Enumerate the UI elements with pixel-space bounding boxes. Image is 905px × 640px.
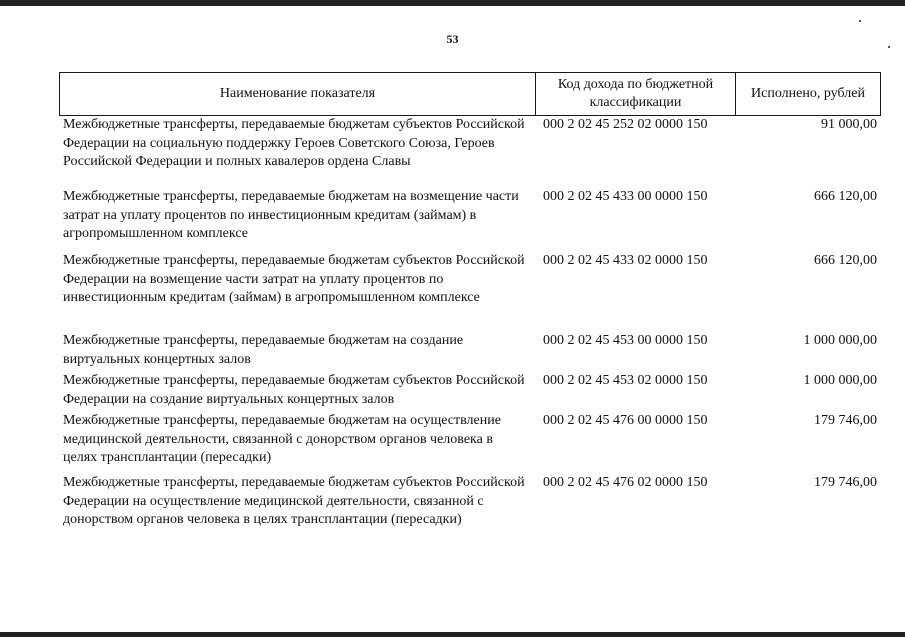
header-code: Код дохода по бюджетной классификации — [536, 73, 736, 115]
row-amount: 179 746,00 — [814, 413, 877, 428]
row-amount: 1 000 000,00 — [803, 333, 877, 348]
table-row — [59, 252, 881, 332]
table-row — [59, 412, 881, 474]
table-row — [59, 188, 881, 252]
row-amount: 666 120,00 — [814, 189, 877, 204]
row-name: Межбюджетные трансферты, передаваемые бюджетам субъектов Российской Федерации на осуществление медицинской деятельности, связанной с донорством органов человека в целях трансплантации (пересадки) — [63, 475, 525, 527]
row-name: Межбюджетные трансферты, передаваемые бюджетам субъектов Российской Федерации на создание виртуальных концертных залов — [63, 373, 525, 407]
header-name: Наименование показателя — [60, 73, 536, 115]
row-name: Межбюджетные трансферты, передаваемые бюджетам на создание виртуальных концертных залов — [63, 333, 464, 367]
row-code: 000 2 02 45 433 00 0000 150 — [543, 189, 708, 204]
row-code: 000 2 02 45 252 02 0000 150 — [543, 117, 708, 132]
row-amount: 666 120,00 — [814, 253, 877, 268]
row-amount: 1 000 000,00 — [803, 373, 877, 388]
row-code: 000 2 02 45 476 02 0000 150 — [543, 475, 708, 490]
row-code: 000 2 02 45 433 02 0000 150 — [543, 253, 708, 268]
row-name: Межбюджетные трансферты, передаваемые бюджетам субъектов Российской Федерации на возмещение части затрат на уплату процентов по инвестиционным кредитам (займам) в агропромышленном комплексе — [63, 253, 525, 305]
row-code: 000 2 02 45 476 00 0000 150 — [543, 413, 708, 428]
row-code: 000 2 02 45 453 02 0000 150 — [543, 373, 708, 388]
table-header — [59, 72, 881, 116]
table-row — [59, 474, 881, 552]
page-number: 53 — [446, 32, 459, 46]
header-amount: Исполнено, рублей — [751, 86, 865, 101]
table-row — [59, 116, 881, 188]
bottom-border — [0, 632, 905, 637]
row-name: Межбюджетные трансферты, передаваемые бюджетам на осуществление медицинской деятельности, связанной с донорством органов человека в целях трансплантации (пересадки) — [63, 413, 501, 465]
table-row — [59, 332, 881, 372]
table-row — [59, 372, 881, 412]
top-border — [0, 0, 905, 6]
scan-speck — [859, 20, 861, 22]
row-name: Межбюджетные трансферты, передаваемые бюджетам субъектов Российской Федерации на социальную поддержку Героев Советского Союза, Героев Российской Федерации и полных кавалеров ордена Славы — [63, 117, 525, 169]
budget-table — [59, 72, 881, 552]
row-amount: 91 000,00 — [821, 117, 877, 132]
row-name: Межбюджетные трансферты, передаваемые бюджетам на возмещение части затрат на уплату процентов по инвестиционным кредитам (займам) в агропромышленном комплексе — [63, 189, 519, 241]
row-code: 000 2 02 45 453 00 0000 150 — [543, 333, 708, 348]
row-amount: 179 746,00 — [814, 475, 877, 490]
